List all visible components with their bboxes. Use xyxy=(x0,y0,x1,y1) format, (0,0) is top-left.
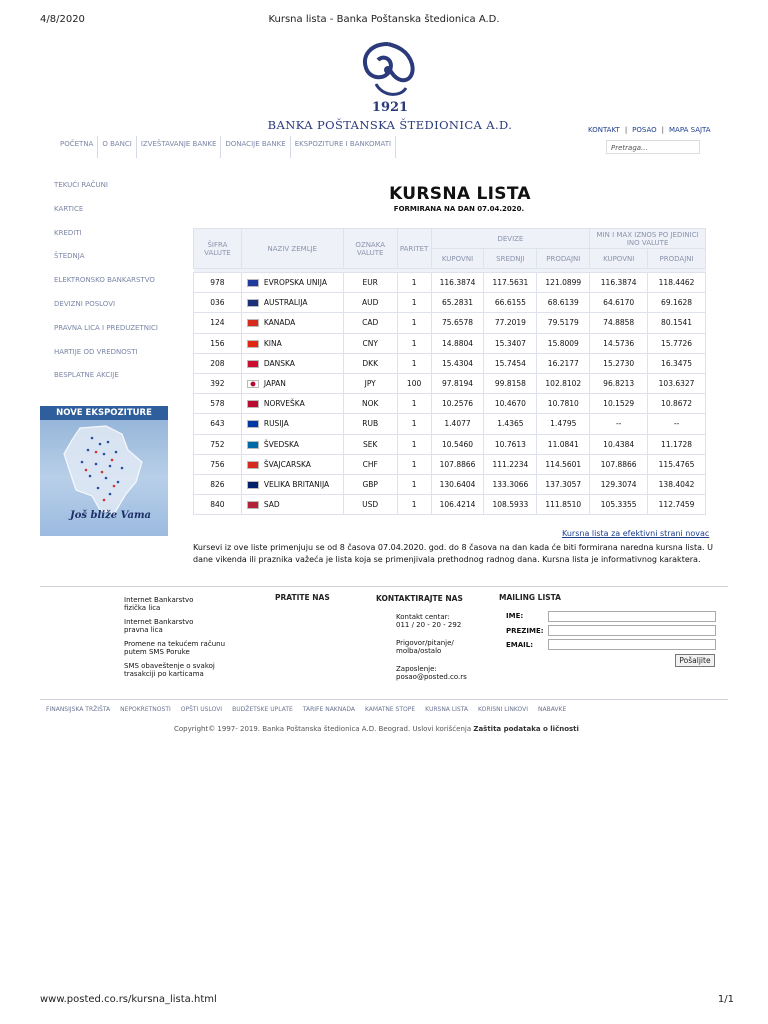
link-line: pravna lica xyxy=(124,626,163,634)
country-name: KANADA xyxy=(263,318,296,328)
bottom-nav-real-estate[interactable]: NEPOKRETNOSTI xyxy=(120,706,171,713)
follow-us-title: PRATITE NAS xyxy=(275,593,330,602)
parity-cell: 1 xyxy=(397,434,431,454)
email-input[interactable] xyxy=(548,639,716,650)
china-flag-icon xyxy=(247,340,259,348)
table-row xyxy=(194,273,706,293)
page-subtitle: FORMIRANA NA DAN 07.04.2020. xyxy=(393,205,525,213)
contact-center-phone[interactable]: 011 / 20 - 20 - 292 xyxy=(396,621,462,629)
max-sell-cell: 118.4462 xyxy=(648,273,706,293)
min-buy-cell: 129.3074 xyxy=(590,474,648,494)
name-label: IME: xyxy=(506,612,524,620)
link-line: fizička lica xyxy=(124,604,161,612)
bottom-nav-fees[interactable]: TARIFE NAKNADA xyxy=(302,706,355,713)
currency-symbol-cell: CAD xyxy=(343,313,397,333)
devize-sell-cell: 15.8009 xyxy=(537,333,590,353)
country-name: KINA xyxy=(263,338,282,348)
country-name: SAD xyxy=(263,500,280,510)
max-sell-cell: 11.1728 xyxy=(648,434,706,454)
name-input[interactable] xyxy=(548,611,716,622)
devize-mid-cell: 77.2019 xyxy=(484,313,537,333)
devize-buy-cell: 130.6404 xyxy=(431,474,484,494)
min-buy-cell: 10.4384 xyxy=(590,434,648,454)
jobs-label: Zaposlenje: xyxy=(396,665,437,673)
table-row xyxy=(194,434,706,454)
parity-cell: 1 xyxy=(397,474,431,494)
min-buy-cell: 107.8866 xyxy=(590,454,648,474)
contact-us-title: KONTAKTIRAJTE NAS xyxy=(376,594,463,603)
country-cell xyxy=(241,313,343,333)
currency-code-cell: 756 xyxy=(194,454,242,474)
parity-cell: 1 xyxy=(397,273,431,293)
max-sell-cell: -- xyxy=(648,414,706,434)
max-sell-cell: 103.6327 xyxy=(648,373,706,393)
header-devize-mid: SREDNJI xyxy=(484,249,537,269)
side-nav xyxy=(54,180,194,394)
complaints-link[interactable]: Prigovor/pitanje/ xyxy=(396,639,454,647)
header-parity: PARITET xyxy=(397,229,431,269)
bottom-nav-procurement[interactable]: NABAVKE xyxy=(538,706,567,713)
devize-sell-cell: 79.5179 xyxy=(537,313,590,333)
parity-cell: 1 xyxy=(397,394,431,414)
search-input[interactable]: Pretraga... xyxy=(606,140,700,154)
side-item-free-offers[interactable]: BESPLATNE AKCIJE xyxy=(54,371,119,380)
devize-buy-cell: 15.4304 xyxy=(431,353,484,373)
country-cell xyxy=(241,394,343,414)
email-label: EMAIL: xyxy=(506,641,534,649)
table-row xyxy=(194,394,706,414)
devize-mid-cell: 99.8158 xyxy=(484,373,537,393)
max-sell-cell: 80.1541 xyxy=(648,313,706,333)
min-buy-cell: 64.6170 xyxy=(590,293,648,313)
main-nav xyxy=(56,136,396,158)
denmark-flag-icon xyxy=(247,360,259,368)
header-devize-sell: PRODAJNI xyxy=(537,249,590,269)
top-links: KONTAKT | POSAO | MAPA SAJTA xyxy=(588,126,711,134)
devize-sell-cell: 114.5601 xyxy=(537,454,590,474)
devize-mid-cell: 108.5933 xyxy=(484,495,537,515)
logo-year: 1921 xyxy=(371,100,409,115)
currency-code-cell: 036 xyxy=(194,293,242,313)
side-item-loans[interactable]: KREDITI xyxy=(54,228,82,237)
devize-mid-cell: 10.7613 xyxy=(484,434,537,454)
min-buy-cell: -- xyxy=(590,414,648,434)
currency-symbol-cell: NOK xyxy=(343,394,397,414)
rates-note: Kursevi iz ove liste primenjuju se od 8 časova 07.04.2020. god. do 8 časova na dan kada će biti formirana naredna kursna lista. U dane vikenda ili praznika važeća je lista koja se primenjivala prethodnog radnog dana. Kursna lista je informativnog karaktera. xyxy=(193,543,713,564)
currency-code-cell: 578 xyxy=(194,394,242,414)
currency-symbol-cell: RUB xyxy=(343,414,397,434)
currency-symbol-cell: USD xyxy=(343,495,397,515)
bank-logo-icon[interactable] xyxy=(356,40,420,100)
header-devize: DEVIZE xyxy=(431,229,590,249)
devize-sell-cell: 68.6139 xyxy=(537,293,590,313)
devize-sell-cell: 137.3057 xyxy=(537,474,590,494)
copyright-text[interactable]: Copyright© 1997- 2019. Banka Poštanska štedionica A.D. Beograd. Uslovi korišćenja xyxy=(174,725,472,733)
print-url: www.posted.co.rs/kursna_lista.html xyxy=(40,994,217,1005)
country-name: AUSTRALIJA xyxy=(263,298,308,308)
contact-info xyxy=(396,613,506,681)
devize-buy-cell: 107.8866 xyxy=(431,454,484,474)
eu-flag-icon xyxy=(247,279,259,287)
japan-flag-icon xyxy=(247,380,259,388)
exchange-rates-table xyxy=(193,228,706,515)
table-row xyxy=(194,495,706,515)
devize-buy-cell: 75.6578 xyxy=(431,313,484,333)
privacy-link[interactable]: Zaštita podataka o ličnosti xyxy=(473,725,579,733)
send-button[interactable]: Pošaljite xyxy=(675,654,715,667)
min-buy-cell: 105.3355 xyxy=(590,495,648,515)
parity-cell: 100 xyxy=(397,373,431,393)
max-sell-cell: 69.1628 xyxy=(648,293,706,313)
footer-divider-2 xyxy=(40,699,728,700)
devize-buy-cell: 1.4077 xyxy=(431,414,484,434)
devize-buy-cell: 10.2576 xyxy=(431,394,484,414)
country-name: DANSKA xyxy=(263,358,295,368)
country-name: ŠVEDSKA xyxy=(263,439,299,449)
side-item-securities[interactable]: HARTIJE OD VREDNOSTI xyxy=(54,347,138,356)
devize-sell-cell: 11.0841 xyxy=(537,434,590,454)
devize-buy-cell: 116.3874 xyxy=(431,273,484,293)
nav-about[interactable]: O BANCI xyxy=(98,136,137,158)
nav-home[interactable]: POČETNA xyxy=(56,136,98,158)
new-branches-banner[interactable] xyxy=(40,406,168,536)
ebanking-personal-link[interactable] xyxy=(124,596,244,612)
table-row xyxy=(194,333,706,353)
parity-cell: 1 xyxy=(397,333,431,353)
currency-code-cell: 124 xyxy=(194,313,242,333)
bottom-nav xyxy=(46,706,576,713)
devize-mid-cell: 15.3407 xyxy=(484,333,537,353)
link-line: Internet Bankarstvo xyxy=(124,618,194,626)
country-cell xyxy=(241,293,343,313)
header-currency-symbol: OZNAKA VALUTE xyxy=(343,229,397,269)
currency-code-cell: 643 xyxy=(194,414,242,434)
country-name: ŠVAJCARSKA xyxy=(263,459,311,469)
header-country: NAZIV ZEMLJE xyxy=(241,229,343,269)
currency-code-cell: 752 xyxy=(194,434,242,454)
currency-code-cell: 156 xyxy=(194,333,242,353)
bottom-nav-exchange-rates[interactable]: KURSNA LISTA xyxy=(425,706,469,713)
page-title: KURSNA LISTA xyxy=(389,184,531,204)
norway-flag-icon xyxy=(247,400,259,408)
bottom-nav-interest-rates[interactable]: KAMATNE STOPE xyxy=(364,706,416,713)
country-cell xyxy=(241,495,343,515)
max-sell-cell: 10.8672 xyxy=(648,394,706,414)
devize-sell-cell: 10.7810 xyxy=(537,394,590,414)
parity-cell: 1 xyxy=(397,495,431,515)
side-item-foreign-exchange[interactable]: DEVIZNI POSLOVI xyxy=(54,299,116,308)
devize-mid-cell: 10.4670 xyxy=(484,394,537,414)
table-row xyxy=(194,414,706,434)
canada-flag-icon xyxy=(247,319,259,327)
currency-code-cell: 840 xyxy=(194,495,242,515)
uk-flag-icon xyxy=(247,481,259,489)
devize-mid-cell: 111.2234 xyxy=(484,454,537,474)
currency-code-cell: 208 xyxy=(194,353,242,373)
table-row xyxy=(194,293,706,313)
switzerland-flag-icon xyxy=(247,461,259,469)
devize-sell-cell: 1.4795 xyxy=(537,414,590,434)
devize-sell-cell: 102.8102 xyxy=(537,373,590,393)
currency-code-cell: 978 xyxy=(194,273,242,293)
min-buy-cell: 74.8858 xyxy=(590,313,648,333)
surname-input[interactable] xyxy=(548,625,716,636)
devize-sell-cell: 16.2177 xyxy=(537,353,590,373)
max-sell-cell: 112.7459 xyxy=(648,495,706,515)
table-row xyxy=(194,474,706,494)
russia-flag-icon xyxy=(247,420,259,428)
table-row xyxy=(194,454,706,474)
country-cell xyxy=(241,353,343,373)
header-max-sell: PRODAJNI xyxy=(648,249,706,269)
table-row xyxy=(194,353,706,373)
country-cell xyxy=(241,414,343,434)
contact-link[interactable]: KONTAKT xyxy=(588,126,620,134)
sms-account-link[interactable] xyxy=(124,640,244,656)
max-sell-cell: 16.3475 xyxy=(648,353,706,373)
currency-symbol-cell: GBP xyxy=(343,474,397,494)
side-item-business[interactable]: PRAVNA LICA I PREDUZETNICI xyxy=(54,323,158,332)
parity-cell: 1 xyxy=(397,414,431,434)
australia-flag-icon xyxy=(247,299,259,307)
table-row xyxy=(194,373,706,393)
devize-buy-cell: 106.4214 xyxy=(431,495,484,515)
min-buy-cell: 116.3874 xyxy=(590,273,648,293)
header-min-buy: KUPOVNI xyxy=(590,249,648,269)
parity-cell: 1 xyxy=(397,313,431,333)
country-name: VELIKA BRITANIJA xyxy=(263,479,330,489)
devize-mid-cell: 117.5631 xyxy=(484,273,537,293)
devize-buy-cell: 14.8804 xyxy=(431,333,484,353)
devize-sell-cell: 111.8510 xyxy=(537,495,590,515)
country-cell xyxy=(241,333,343,353)
link-line: putem SMS Poruke xyxy=(124,648,190,656)
link-line: Internet Bankarstvo xyxy=(124,596,194,604)
banner-slogan: Još bliže Vama xyxy=(70,510,152,521)
copyright xyxy=(174,725,579,733)
devize-sell-cell: 121.0899 xyxy=(537,273,590,293)
complaints-link-2[interactable]: molba/ostalo xyxy=(396,647,442,655)
country-cell xyxy=(241,273,343,293)
sitemap-link[interactable]: MAPA SAJTA xyxy=(669,126,711,134)
devize-mid-cell: 1.4365 xyxy=(484,414,537,434)
bottom-nav-useful-links[interactable]: KORISNI LINKOVI xyxy=(478,706,528,713)
currency-symbol-cell: EUR xyxy=(343,273,397,293)
print-page: 1/1 xyxy=(717,994,734,1005)
min-buy-cell: 15.2730 xyxy=(590,353,648,373)
jobs-email[interactable]: posao@posted.co.rs xyxy=(396,673,467,681)
parity-cell: 1 xyxy=(397,293,431,313)
currency-symbol-cell: JPY xyxy=(343,373,397,393)
header-currency-code: ŠIFRA VALUTE xyxy=(194,229,242,269)
parity-cell: 1 xyxy=(397,353,431,373)
max-sell-cell: 115.4765 xyxy=(648,454,706,474)
nav-donations[interactable]: DONACIJE BANKE xyxy=(221,136,290,158)
print-date: 4/8/2020 xyxy=(40,14,85,25)
cash-rates-link[interactable]: Kursna lista za efektivni strani novac xyxy=(562,529,710,538)
min-buy-cell: 14.5736 xyxy=(590,333,648,353)
side-item-ebanking[interactable]: ELEKTRONSKO BANKARSTVO xyxy=(54,276,155,285)
sms-card-link[interactable] xyxy=(124,662,244,678)
devize-mid-cell: 133.3066 xyxy=(484,474,537,494)
footer-divider xyxy=(40,586,728,587)
currency-symbol-cell: DKK xyxy=(343,353,397,373)
country-cell xyxy=(241,373,343,393)
currency-symbol-cell: CHF xyxy=(343,454,397,474)
devize-mid-cell: 66.6155 xyxy=(484,293,537,313)
country-cell xyxy=(241,454,343,474)
currency-symbol-cell: AUD xyxy=(343,293,397,313)
currency-code-cell: 826 xyxy=(194,474,242,494)
bottom-nav-markets[interactable]: FINANSIJSKA TRŽIŠTA xyxy=(46,706,111,713)
bottom-nav-budget-payments[interactable]: BUDŽETSKE UPLATE xyxy=(232,706,293,713)
parity-cell: 1 xyxy=(397,454,431,474)
country-cell xyxy=(241,474,343,494)
jobs-link[interactable]: POSAO xyxy=(632,126,657,134)
max-sell-cell: 138.4042 xyxy=(648,474,706,494)
country-name: JAPAN xyxy=(263,379,286,389)
header-minmax: MIN I MAX IZNOS PO JEDINICI INO VALUTE xyxy=(590,229,706,249)
banner-title: NOVE EKSPOZITURE xyxy=(40,406,168,420)
country-name: EVROPSKA UNIJA xyxy=(263,278,327,288)
surname-label: PREZIME: xyxy=(506,627,544,635)
country-name: NORVEŠKA xyxy=(263,399,305,409)
nav-reports[interactable]: IZVEŠTAVANJE BANKE xyxy=(137,136,222,158)
sweden-flag-icon xyxy=(247,441,259,449)
min-buy-cell: 10.1529 xyxy=(590,394,648,414)
serbia-map-icon xyxy=(62,424,146,520)
nav-branches[interactable]: EKSPOZITURE I BANKOMATI xyxy=(291,136,396,158)
currency-symbol-cell: SEK xyxy=(343,434,397,454)
link-line: trasakciji po karticama xyxy=(124,670,204,678)
devize-buy-cell: 10.5460 xyxy=(431,434,484,454)
side-item-savings[interactable]: ŠTEDNJA xyxy=(54,252,85,261)
bottom-nav-terms[interactable]: OPŠTI USLOVI xyxy=(180,706,223,713)
min-buy-cell: 96.8213 xyxy=(590,373,648,393)
ebanking-business-link[interactable] xyxy=(124,618,244,634)
side-item-current-accounts[interactable]: TEKUĆI RAČUNI xyxy=(54,181,108,189)
currency-code-cell: 392 xyxy=(194,373,242,393)
print-title: Kursna lista - Banka Poštanska štedionica A.D. xyxy=(268,14,500,25)
contact-center-label: Kontakt centar: xyxy=(396,613,450,621)
footer-service-links xyxy=(124,596,244,678)
link-line: SMS obaveštenje o svakoj xyxy=(124,662,215,670)
table-row xyxy=(194,313,706,333)
country-name: RUSIJA xyxy=(263,419,289,429)
link-line: Promene na tekućem računu xyxy=(124,640,226,648)
header-devize-buy: KUPOVNI xyxy=(431,249,484,269)
logo-bank-name[interactable]: BANKA POŠTANSKA ŠTEDIONICA A.D. xyxy=(267,118,513,132)
mailing-list-title: MAILING LISTA xyxy=(499,593,561,602)
country-cell xyxy=(241,434,343,454)
side-item-cards[interactable]: KARTICE xyxy=(54,204,84,213)
max-sell-cell: 15.7726 xyxy=(648,333,706,353)
devize-buy-cell: 97.8194 xyxy=(431,373,484,393)
devize-buy-cell: 65.2831 xyxy=(431,293,484,313)
devize-mid-cell: 15.7454 xyxy=(484,353,537,373)
currency-symbol-cell: CNY xyxy=(343,333,397,353)
usa-flag-icon xyxy=(247,501,259,509)
